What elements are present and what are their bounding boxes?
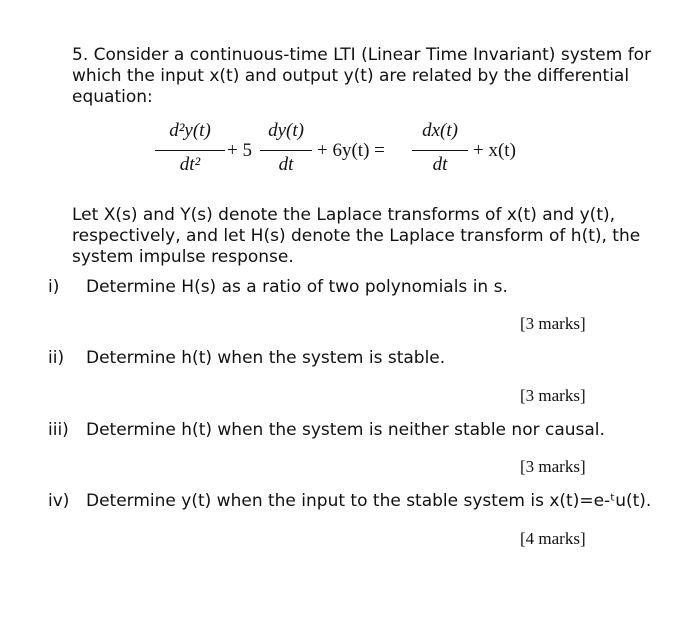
fraction-dx-dt bbox=[412, 120, 468, 180]
intro-line-2: which the input x(t) and output y(t) are related by the differential bbox=[72, 66, 630, 86]
fraction-numerator: dy(t) bbox=[268, 120, 304, 141]
fraction-numerator: dx(t) bbox=[422, 120, 458, 141]
laplace-line-3: system impulse response. bbox=[72, 247, 294, 267]
laplace-line-1: Let X(s) and Y(s) denote the Laplace transforms of x(t) and y(t), bbox=[72, 205, 616, 225]
part-text-ii: Determine h(t) when the system is stable. bbox=[86, 348, 446, 368]
intro-line-3: equation: bbox=[72, 87, 153, 107]
marks-ii: [3 marks] bbox=[520, 386, 586, 405]
differential-equation bbox=[155, 120, 555, 184]
plus-x-term: + x(t) bbox=[473, 140, 516, 161]
marks-iv: [4 marks] bbox=[520, 529, 586, 548]
part-label-iv: iv) bbox=[48, 491, 70, 511]
part-label-i: i) bbox=[48, 277, 60, 297]
fraction-numerator: d²y(t) bbox=[169, 120, 211, 141]
fraction-bar bbox=[260, 150, 312, 151]
fraction-bar bbox=[155, 150, 225, 151]
part-label-iii: iii) bbox=[48, 420, 69, 440]
fraction-d2y-dt2 bbox=[155, 120, 225, 180]
part-text-iii: Determine h(t) when the system is neither stable nor causal. bbox=[86, 420, 605, 440]
part-text-iv: Determine y(t) when the input to the stable system is x(t)=e-ᵗu(t). bbox=[86, 491, 652, 511]
part-label-ii: ii) bbox=[48, 348, 65, 368]
laplace-line-2: respectively, and let H(s) denote the Laplace transform of h(t), the bbox=[72, 226, 641, 246]
marks-iii: [3 marks] bbox=[520, 457, 586, 476]
six-y-equals-term: + 6y(t) = bbox=[317, 140, 385, 161]
fraction-denominator: dt bbox=[432, 154, 448, 175]
marks-i: [3 marks] bbox=[520, 314, 586, 333]
plus-five-term: + 5 bbox=[227, 140, 252, 161]
fraction-denominator: dt bbox=[278, 154, 294, 175]
fraction-denominator: dt² bbox=[179, 154, 201, 175]
part-text-i: Determine H(s) as a ratio of two polynomials in s. bbox=[86, 277, 508, 297]
fraction-dy-dt bbox=[260, 120, 312, 180]
fraction-bar bbox=[412, 150, 468, 151]
intro-line-1: 5. Consider a continuous-time LTI (Linear Time Invariant) system for bbox=[72, 45, 652, 65]
